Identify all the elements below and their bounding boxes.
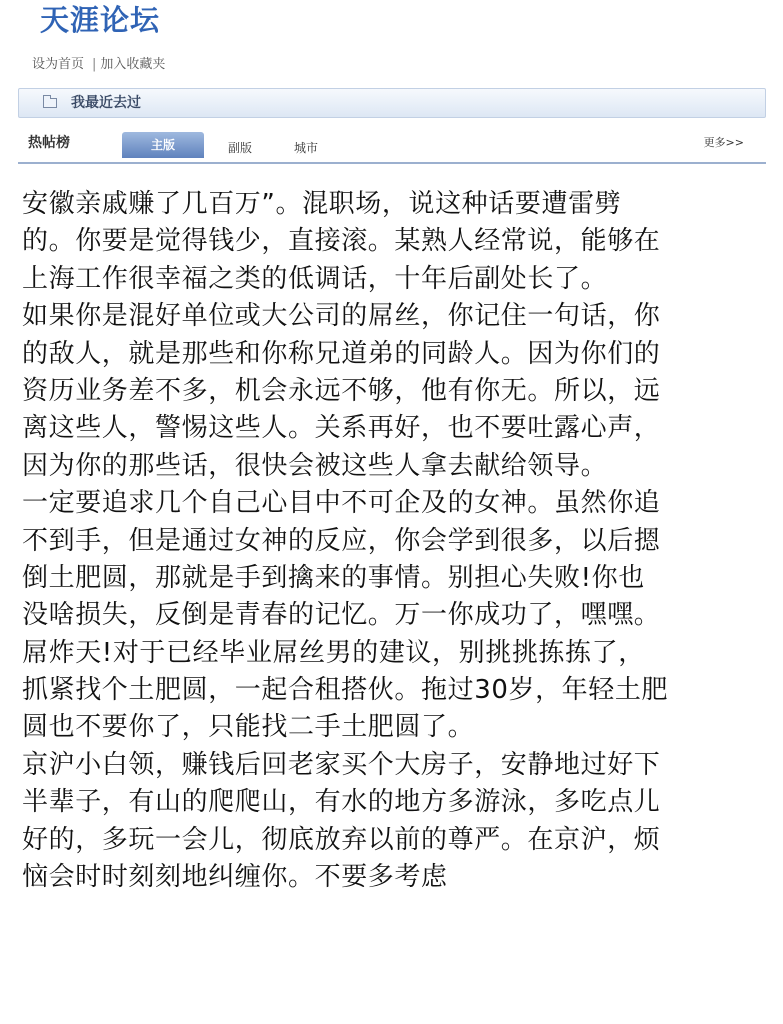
site-logo[interactable]: 天涯论坛 [40,3,161,37]
post-line: 抓紧找个土肥圆，一起合租搭伙。拖过30岁，年轻土肥 [22,675,669,706]
add-favorites-link[interactable]: 加入收藏夹 [100,57,166,72]
post-line: 不到手，但是通过女神的反应，你会学到很多，以后摁 [22,525,661,556]
post-line: 京沪小白领，赚钱后回老家买个大房子，安静地过好下 [22,749,661,780]
post-line: 恼会时时刻刻地纠缠你。不要多考虑 [22,862,448,893]
set-homepage-link[interactable]: 设为首页 [32,57,85,72]
link-separator: | [92,57,97,72]
post-line: 圆也不要你了，只能找二手土肥圆了。 [22,712,475,743]
recently-visited-bar[interactable] [18,88,766,118]
post-line: 安徽亲戚赚了几百万”。混职场，说这种话要遭雷劈 [22,189,622,219]
recently-visited-label: 我最近去过 [71,95,141,111]
tab-sub-board[interactable]: 副版 [228,141,253,155]
post-line: 的敌人，就是那些和你称兄道弟的同龄人。因为你们的 [22,338,661,369]
post-line: 半辈子，有山的爬爬山，有水的地方多游泳，多吃点儿 [22,787,661,818]
post-line: 因为你的那些话，很快会被这些人拿去献给领导。 [22,450,608,481]
post-line: 一定要追求几个自己心目中不可企及的女神。虽然你追 [22,488,661,519]
hot-posts-tabs [18,128,766,164]
post-line: 上海工作很幸福之类的低调话，十年后副处长了。 [22,263,608,294]
post-line: 资历业务差不多，机会永远不够，他有你无。所以，远 [22,375,661,406]
post-line: 离这些人，警惕这些人。关系再好，也不要吐露心声， [22,413,661,444]
post-line: 屌炸天!对于已经毕业屌丝男的建议，别挑挑拣拣了， [22,637,645,668]
post-line: 倒土肥圆，那就是手到擒来的事情。别担心失败!你也 [22,562,645,593]
tab-city[interactable]: 城市 [294,141,319,155]
post-line: 好的，多玩一会儿，彻底放弃以前的尊严。在京沪，烦 [22,824,661,855]
tab-main-board[interactable]: 主版 [122,132,204,158]
top-links [32,56,165,74]
more-link[interactable]: 更多>> [703,136,744,149]
post-body [22,186,774,896]
post-line: 的。你要是觉得钱少，直接滚。某熟人经常说，能够在 [22,226,661,257]
post-line: 没啥损失，反倒是青春的记忆。万一你成功了，嘿嘿。 [22,600,661,631]
post-line: 如果你是混好单位或大公司的屌丝，你记住一句话，你 [22,301,661,332]
hot-posts-title: 热帖榜 [28,135,70,151]
folder-icon [43,98,57,108]
